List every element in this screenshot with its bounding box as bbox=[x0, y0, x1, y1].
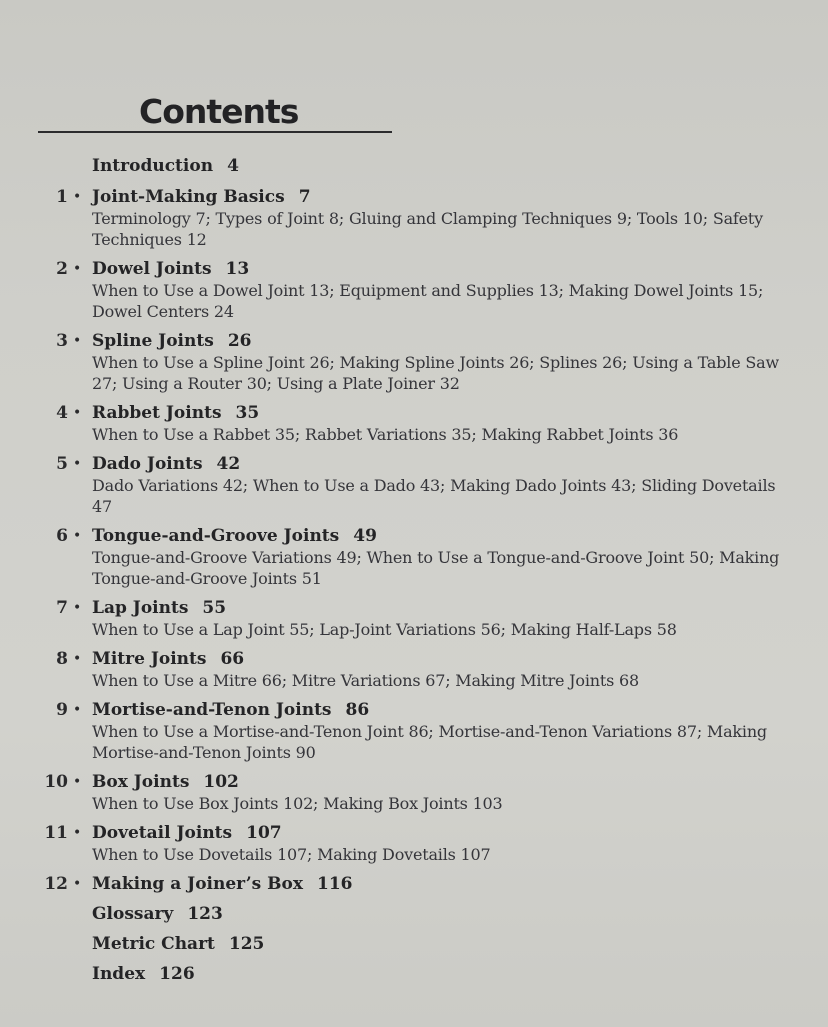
toc-chapter bbox=[0, 259, 828, 322]
backmatter-list bbox=[0, 904, 828, 985]
chapter-title: Tongue-and-Groove Joints bbox=[92, 526, 340, 546]
chapter-page: 55 bbox=[202, 598, 227, 618]
chapter-number: 7 bbox=[56, 598, 68, 618]
backmatter-page: 126 bbox=[159, 964, 195, 984]
toc-intro bbox=[0, 156, 828, 177]
backmatter-label: Glossary bbox=[92, 904, 174, 924]
bullet-icon: • bbox=[73, 189, 82, 205]
bullet-icon: • bbox=[73, 333, 82, 349]
backmatter-page: 123 bbox=[187, 904, 223, 924]
chapter-page: 86 bbox=[345, 700, 370, 720]
chapter-number: 5 bbox=[56, 454, 68, 474]
chapter-page: 107 bbox=[246, 823, 282, 843]
chapter-number: 1 bbox=[56, 187, 68, 207]
chapter-number: 4 bbox=[56, 403, 68, 423]
toc-chapter bbox=[0, 598, 828, 640]
chapter-subtopics: When to Use a Mitre 66; Mitre Variations 67; Making Mitre Joints 68 bbox=[92, 671, 639, 690]
chapter-number: 6 bbox=[56, 526, 68, 546]
chapter-title: Dowel Joints bbox=[92, 259, 212, 279]
chapter-page: 102 bbox=[203, 772, 239, 792]
chapter-title: Joint-Making Basics bbox=[92, 187, 285, 207]
chapter-title: Making a Joiner’s Box bbox=[92, 874, 304, 894]
title-underline bbox=[38, 131, 392, 133]
chapter-subtopics: When to Use a Lap Joint 55; Lap-Joint Variations 56; Making Half-Laps 58 bbox=[92, 620, 677, 639]
chapter-subtopics: Tongue-and-Groove Variations 49; When to Use a Tongue-and-Groove Joint 50; Making Tongue-and-Groove Joints 51 bbox=[92, 548, 780, 588]
chapter-number: 12 bbox=[44, 874, 68, 894]
toc-chapter bbox=[0, 454, 828, 517]
chapter-subtopics: When to Use a Dowel Joint 13; Equipment and Supplies 13; Making Dowel Joints 15; Dowel Centers 24 bbox=[92, 281, 764, 321]
chapter-page: 26 bbox=[227, 331, 252, 351]
chapter-number: 10 bbox=[44, 772, 68, 792]
bullet-icon: • bbox=[73, 825, 82, 841]
chapter-title: Dado Joints bbox=[92, 454, 203, 474]
page-title: Contents bbox=[139, 92, 299, 131]
toc-chapter bbox=[0, 649, 828, 691]
chapter-page: 42 bbox=[216, 454, 241, 474]
toc-chapter bbox=[0, 403, 828, 445]
chapter-list bbox=[0, 187, 828, 895]
chapter-subtopics: When to Use a Spline Joint 26; Making Spline Joints 26; Splines 26; Using a Table Saw 27; Using a Router 30; Using a Plate Joiner 32 bbox=[92, 353, 779, 393]
chapter-title: Mortise-and-Tenon Joints bbox=[92, 700, 332, 720]
chapter-page: 66 bbox=[220, 649, 245, 669]
backmatter-page: 125 bbox=[228, 934, 265, 954]
bullet-icon: • bbox=[73, 876, 82, 892]
toc-intro-label: Introduction bbox=[92, 156, 214, 176]
toc-chapter bbox=[0, 874, 828, 895]
toc-chapter bbox=[0, 700, 828, 763]
chapter-subtopics: Dado Variations 42; When to Use a Dado 43; Making Dado Joints 43; Sliding Dovetails 47 bbox=[92, 476, 776, 516]
toc-backmatter-item bbox=[0, 964, 828, 985]
chapter-title: Rabbet Joints bbox=[92, 403, 222, 423]
toc-chapter bbox=[0, 331, 828, 394]
toc-chapter bbox=[0, 823, 828, 865]
chapter-page: 7 bbox=[298, 187, 311, 207]
toc-chapter bbox=[0, 772, 828, 814]
bullet-icon: • bbox=[73, 600, 82, 616]
chapter-title: Lap Joints bbox=[92, 598, 189, 618]
chapter-title: Spline Joints bbox=[92, 331, 214, 351]
backmatter-label: Metric Chart bbox=[92, 934, 215, 954]
chapter-subtopics: When to Use Box Joints 102; Making Box Joints 103 bbox=[92, 794, 503, 813]
bullet-icon: • bbox=[73, 528, 82, 544]
chapter-subtopics: When to Use a Rabbet 35; Rabbet Variations 35; Making Rabbet Joints 36 bbox=[92, 425, 679, 444]
toc-chapter bbox=[0, 526, 828, 589]
bullet-icon: • bbox=[73, 651, 82, 667]
chapter-page: 116 bbox=[317, 874, 353, 894]
chapter-number: 11 bbox=[44, 823, 68, 843]
toc-chapter bbox=[0, 187, 828, 250]
bullet-icon: • bbox=[73, 702, 82, 718]
bullet-icon: • bbox=[73, 456, 82, 472]
chapter-number: 9 bbox=[56, 700, 68, 720]
table-of-contents bbox=[0, 156, 828, 994]
chapter-page: 49 bbox=[353, 526, 377, 546]
toc-backmatter-item bbox=[0, 904, 828, 925]
chapter-subtopics: When to Use a Mortise-and-Tenon Joint 86; Mortise-and-Tenon Variations 87; Making Mortise-and-Tenon Joints 90 bbox=[92, 722, 767, 762]
chapter-subtopics: Terminology 7; Types of Joint 8; Gluing and Clamping Techniques 9; Tools 10; Safety Techniques 12 bbox=[92, 209, 763, 249]
chapter-subtopics: When to Use Dovetails 107; Making Dovetails 107 bbox=[92, 845, 491, 864]
bullet-icon: • bbox=[73, 405, 82, 421]
chapter-page: 35 bbox=[235, 403, 260, 423]
chapter-title: Dovetail Joints bbox=[92, 823, 233, 843]
chapter-number: 8 bbox=[56, 649, 68, 669]
chapter-number: 2 bbox=[56, 259, 68, 279]
bullet-icon: • bbox=[73, 261, 82, 277]
chapter-page: 13 bbox=[225, 259, 250, 279]
bullet-icon: • bbox=[73, 774, 82, 790]
backmatter-label: Index bbox=[92, 964, 146, 984]
chapter-title: Mitre Joints bbox=[92, 649, 207, 669]
toc-backmatter-item bbox=[0, 934, 828, 955]
chapter-title: Box Joints bbox=[92, 772, 190, 792]
toc-intro-page: 4 bbox=[227, 156, 239, 176]
chapter-number: 3 bbox=[56, 331, 68, 351]
